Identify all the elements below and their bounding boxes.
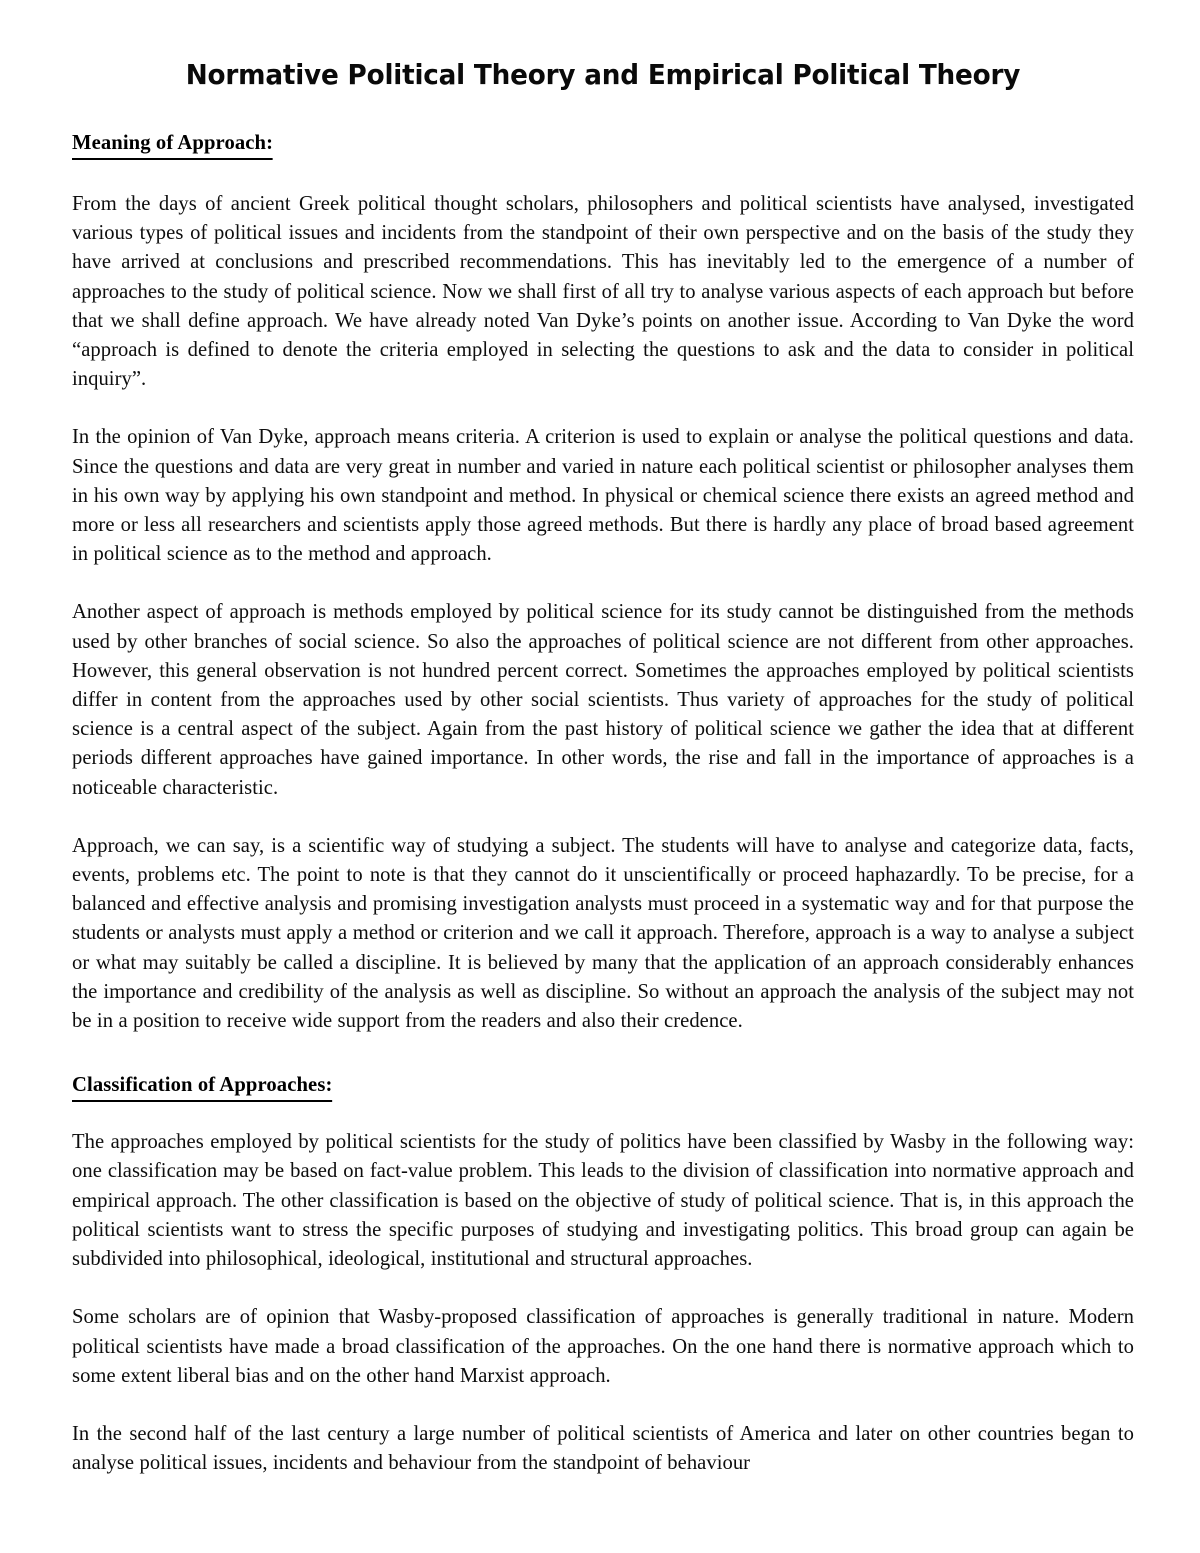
paragraph: In the opinion of Van Dyke, approach means criteria. A criterion is used to explain or analyse the political questions and data. Since the questions and data are very great in number and varied in nature each political scientist or philosopher analyses them in his own way by applying his own standpoint and method. In physical or chemical science there exists an agreed method and more or less all researchers and scientists apply those agreed methods. But there is hardly any place of broad based agreement in political science as to the method and approach. bbox=[72, 426, 1134, 566]
paragraph: Approach, we can say, is a scientific way of studying a subject. The students will have to analyse and categorize data, facts, events, problems etc. The point to note is that they cannot do it unscientifically or proceed haphazardly. To be precise, for a balanced and effective analysis and promising investigation analysts must proceed in a systematic way and for that purpose the students or analysts must apply a method or criterion and we call it approach. Therefore, approach is a way to analyse a subject or what may suitably be called a discipline. It is believed by many that the application of an approach considerably enhances the importance and credibility of the analysis as well as discipline. So without an approach the analysis of the subject may not be in a position to receive wide support from the readers and also their credence. bbox=[72, 834, 1134, 1033]
document-body bbox=[72, 58, 1134, 1478]
paragraph: Some scholars are of opinion that Wasby-proposed classification of approaches is generally traditional in nature. Modern political scientists have made a broad classification of the approaches. On the one hand there is normative approach which to some extent liberal bias and on the other hand Marxist approach. bbox=[72, 1306, 1134, 1387]
paragraph: In the second half of the last century a large number of political scientists of America and later on other countries began to analyse political issues, incidents and behaviour from the standpoint of behaviour bbox=[72, 1422, 1134, 1475]
section-heading-meaning-of-approach bbox=[72, 128, 1134, 160]
page-title: Normative Political Theory and Empirical Political Theory bbox=[185, 59, 1021, 91]
section-heading-classification-of-approaches bbox=[72, 1070, 1134, 1102]
paragraph: The approaches employed by political scientists for the study of politics have been classified by Wasby in the following way: one classification may be based on fact-value problem. This leads to the division of classification into normative approach and empirical approach. The other classification is based on the objective of study of political science. That is, in this approach the political scientists want to stress the specific purposes of studying and investigating politics. This broad group can again be subdivided into philosophical, ideological, institutional and structural approaches. bbox=[72, 1131, 1134, 1271]
paragraph: Another aspect of approach is methods employed by political science for its study cannot be distinguished from the methods used by other branches of social science. So also the approaches of political science are not different from other approaches. However, this general observation is not hundred percent correct. Sometimes the approaches employed by political scientists differ in content from the approaches used by other social scientists. Thus variety of approaches for the study of political science is a central aspect of the subject. Again from the past history of political science we gather the idea that at different periods different approaches have gained importance. In other words, the rise and fall in the importance of approaches is a noticeable characteristic. bbox=[72, 601, 1134, 799]
paragraph: From the days of ancient Greek political thought scholars, philosophers and political scientists have analysed, investigated various types of political issues and incidents from the standpoint of their own perspective and on the basis of the study they have arrived at conclusions and prescribed recommendations. This has inevitably led to the emergence of a number of approaches to the study of political science. Now we shall first of all try to analyse various aspects of each approach but before that we shall define approach. We have already noted Van Dyke’s points on another issue. According to Van Dyke the word “approach is defined to denote the criteria employed in selecting the questions to ask and the data to consider in political inquiry”. bbox=[72, 193, 1134, 391]
section-heading-text: Classification of Approaches: bbox=[72, 1070, 332, 1102]
section-heading-text: Meaning of Approach: bbox=[72, 128, 273, 160]
